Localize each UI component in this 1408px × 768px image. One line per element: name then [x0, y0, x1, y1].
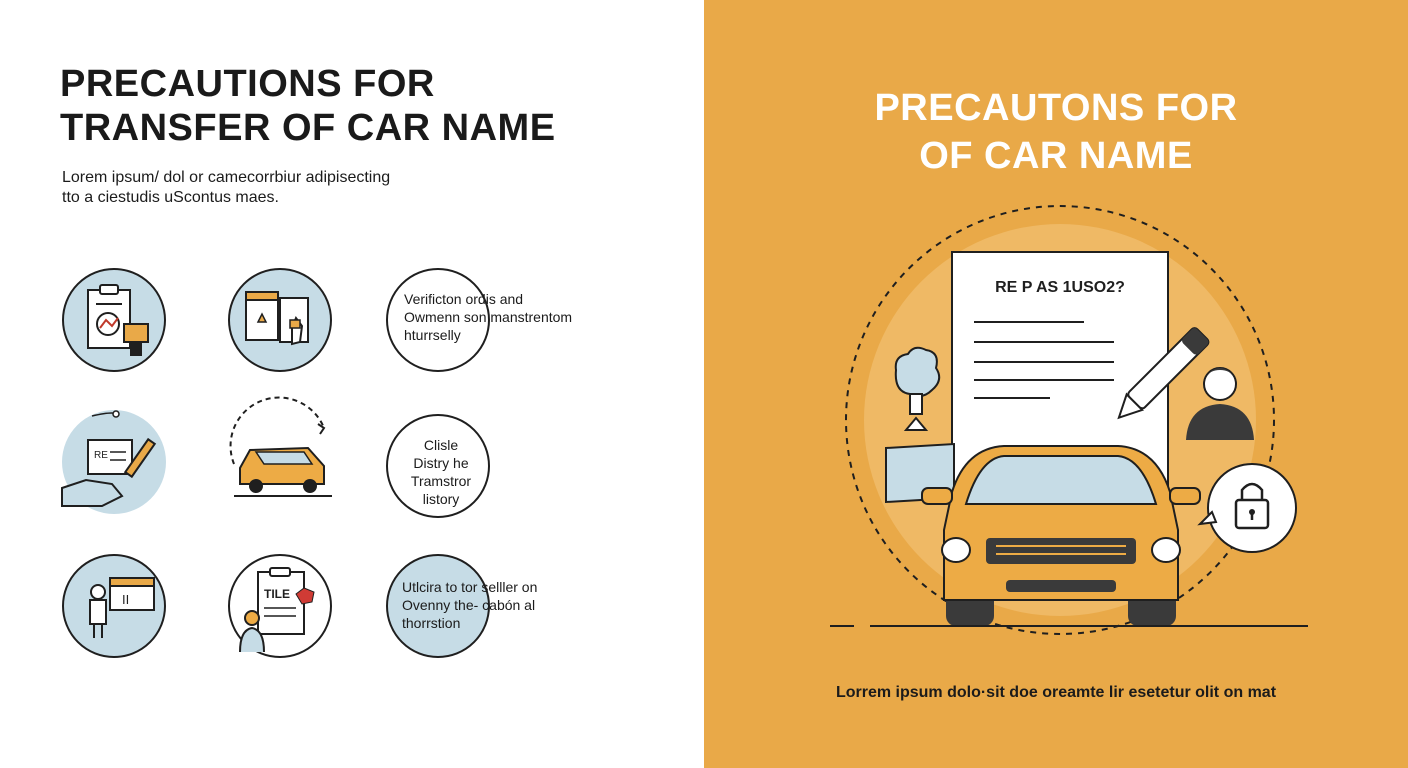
right-title-line-2: OF CAR NAME	[919, 135, 1193, 177]
item-3-label: Verificton ordis and Owmenn son manstrentom hturrselly	[404, 291, 573, 343]
title-line-1: PRECAUTIONS FOR	[60, 63, 435, 105]
right-panel	[704, 0, 1408, 768]
doc-text: TILE	[264, 587, 290, 601]
hand-signing-form-icon	[62, 410, 166, 514]
subtitle-line-1: Lorem ipsum/ dol or camecorrbiur adipisecting	[62, 169, 391, 186]
footer-text: Lorrem ipsum dolo·sit doe oreamte lir esetetur olit on mat	[835, 684, 1277, 701]
svg-text:RE: RE	[94, 450, 108, 461]
person-card-icon	[62, 554, 166, 658]
car-transfer-illustration	[704, 0, 1408, 768]
documents-hand-icon	[228, 268, 332, 372]
title-line-2: TRANSFER OF CAR NAME	[60, 107, 556, 149]
card-text: II	[122, 592, 130, 607]
car-icon	[922, 446, 1200, 626]
item-9-label: Utlcira to tor selller on Ovenny the- cabón al thorrstion	[402, 579, 538, 631]
car-dashed-route-icon	[228, 414, 332, 518]
page-title	[60, 62, 556, 150]
clipboard-document-icon	[62, 268, 166, 372]
subtitle	[62, 168, 390, 208]
title-document-person-icon	[228, 554, 332, 658]
subtitle-line-2: tto a ciestudis uScontus maes.	[62, 189, 279, 206]
document-heading: RE P AS 1USO2?	[995, 279, 1125, 296]
item-6-label: Clisle Distry he Tramstror listory	[410, 437, 472, 507]
right-title-line-1: PRECAUTONS FOR	[874, 87, 1238, 129]
